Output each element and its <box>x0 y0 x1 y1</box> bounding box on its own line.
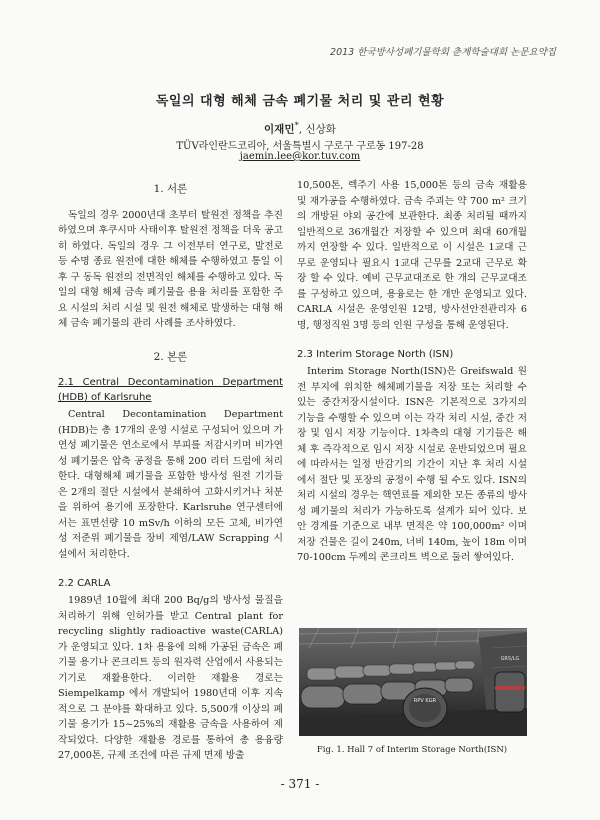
conference-header: 2013 한국방사성폐기물학회 춘계학술대회 논문요약집 <box>330 47 556 58</box>
section-2-2-paragraph: 1989년 10월에 최대 200 Bq/g의 방사성 물질을 처리하기 위해 인허가를 받고 Central plant for recycling slightly radioactive waste(CARLA)가 운영되고 있다. 1차 용융에 의해 가공된 금속은 폐기물 용기나 콘크리트 등의 원자력 산업에서 사용되는 기기로 재활용한다. 이러한 재활용 경로는 Siempelkamp 에서 개발되어 1980년대 이후 지속적으로 그 분야를 확대하고 있다. 5,500개 이상의 폐기물 용기가 15~25%의 재활용 금속을 사용하여 제작되었다. 다양한 재활용 경로를 통하여 총 용융량 27,000톤, 규제 조건에 따른 규제 면제 방출 <box>58 595 283 761</box>
right-column <box>297 178 527 566</box>
section-2-2-continued: 10,500톤, 렉주기 사용 15,000톤 등의 금속 재활용 및 재가공을 수행하였다. 금속 주괴는 약 700 m² 크기의 개방된 야외 공간에 보관한다. 최종 처리될 때까지 일반적으로 36개월간 저장할 수 있으며 최대 60개월까지 연장할 수 있다. 일반적으로 이 시설은 1교대 근무로 운영되나 필요시 1교대 근무를 2교대 근무로 확장 할 수 있다. 예비 근무교대조로 한 개의 근무교대조를 구성하고 있으며, 용융로는 한 개만 운영되고 있다. CARLA 시설은 운영인원 12명, 방사선안전관리자 6명, 행정직원 3명 등의 인원 구성을 통해 운영된다. <box>297 180 527 331</box>
section-2-3-paragraph: Interim Storage North(ISN)은 Greifswald 원전 부지에 위치한 해체폐기물을 저장 또는 처리할 수 있는 중간저장시설이다. ISN은 기본적으로 3가지의 기능을 수행할 수 있으며 이는 각각 처리 시설, 중간 저장 및 임시 저장 기능이다. 1차측의 대형 기기들은 해체 후 즉각적으로 임시 저장 시설로 운반되었으며 필요에 따라서는 일정 반감기의 기간이 지난 후 처리 시설에서 절단 및 포장의 공정이 수행 될 수도 있다. ISN의 처리 시설의 경우는 핵연료를 제외한 모든 종류의 방사성 폐기물의 처리가 가능하도록 설계가 되어 있다. 보안 경계를 기준으로 내부 면적은 약 100,000m² 이며 저장 건물은 길이 240m, 너비 140m, 높이 18m 이며 70-100cm 두께의 콘크리트 벽으로 둘러 쌓여있다. <box>297 366 527 563</box>
photo-label-grs: GRS/LG <box>500 656 520 662</box>
author-line <box>0 121 600 137</box>
storage-hall-image <box>299 628 527 736</box>
paper-title: 독일의 대형 해체 금속 폐기물 처리 및 관리 현황 <box>155 94 445 109</box>
section-2-1-heading: 2.1 Central Decontamination Department (HDB) of Karlsruhe <box>58 377 283 403</box>
section-2-3-heading: 2.3 Interim Storage North (ISN) <box>297 349 454 360</box>
author-mark: * <box>294 121 299 131</box>
figure-caption: Fig. 1. Hall 7 of Interim Storage North(ISN) <box>316 745 508 755</box>
storage-hall-photo <box>299 628 527 736</box>
intro-paragraph: 독일의 경우 2000년대 초부터 탈원전 정책을 추진하였으며 후쿠시마 사태이후 탈원전 정책을 더욱 공고히 하였다. 독일의 경우 그 이전부터 연구로, 발전로 등 수명 종료 원전에 대한 해체를 수행하였고 통일 이후 구 동독 원전의 전면적인 해체를 수행하고 있다. 독일의 대형 해체 금속 폐기물을 용융 처리를 포함한 주요 시설의 처리 시설 및 원전 해체로 발생하는 대형 해체 금속 폐기물의 관리 사례를 조사하였다. <box>58 209 283 329</box>
primary-author: 이재민 <box>264 123 295 136</box>
left-column <box>58 178 283 764</box>
intro-heading: 1. 서론 <box>153 183 188 195</box>
affiliation: TÜV라인란드코리아, 서울특별시 구로구 구로동 197-28 <box>176 141 424 152</box>
photo-label-rpv: RPV KGR <box>413 698 437 704</box>
co-authors: , 신상화 <box>298 123 336 136</box>
author-email: jaemin.lee@kor.tuv.com <box>239 151 361 162</box>
section-2-1-paragraph: Central Decontamination Department (HDB)는 총 17개의 운영 시설로 구성되어 있으며 가연성 폐기물은 연소로에서 부피를 저감시키며 비가연성 폐기물은 압축 공정을 통해 200 리터 드럼에 처리한다. 대형해체 폐기물을 포함한 방사성 원전 기기들은 2개의 절단 시설에서 분쇄하여 고화시키거나 처분을 위하여 용기에 포장한다. Karlsruhe 연구센터에서는 표면선량 10 mSv/h 이하의 모든 고체, 비가연성 저준위 폐기물을 장비 제염/LAW Scrapping 시설에서 처리한다. <box>58 409 283 560</box>
page-number: - 371 - <box>280 777 320 791</box>
body-heading: 2. 본론 <box>153 350 188 363</box>
section-2-2-heading: 2.2 CARLA <box>58 578 111 589</box>
